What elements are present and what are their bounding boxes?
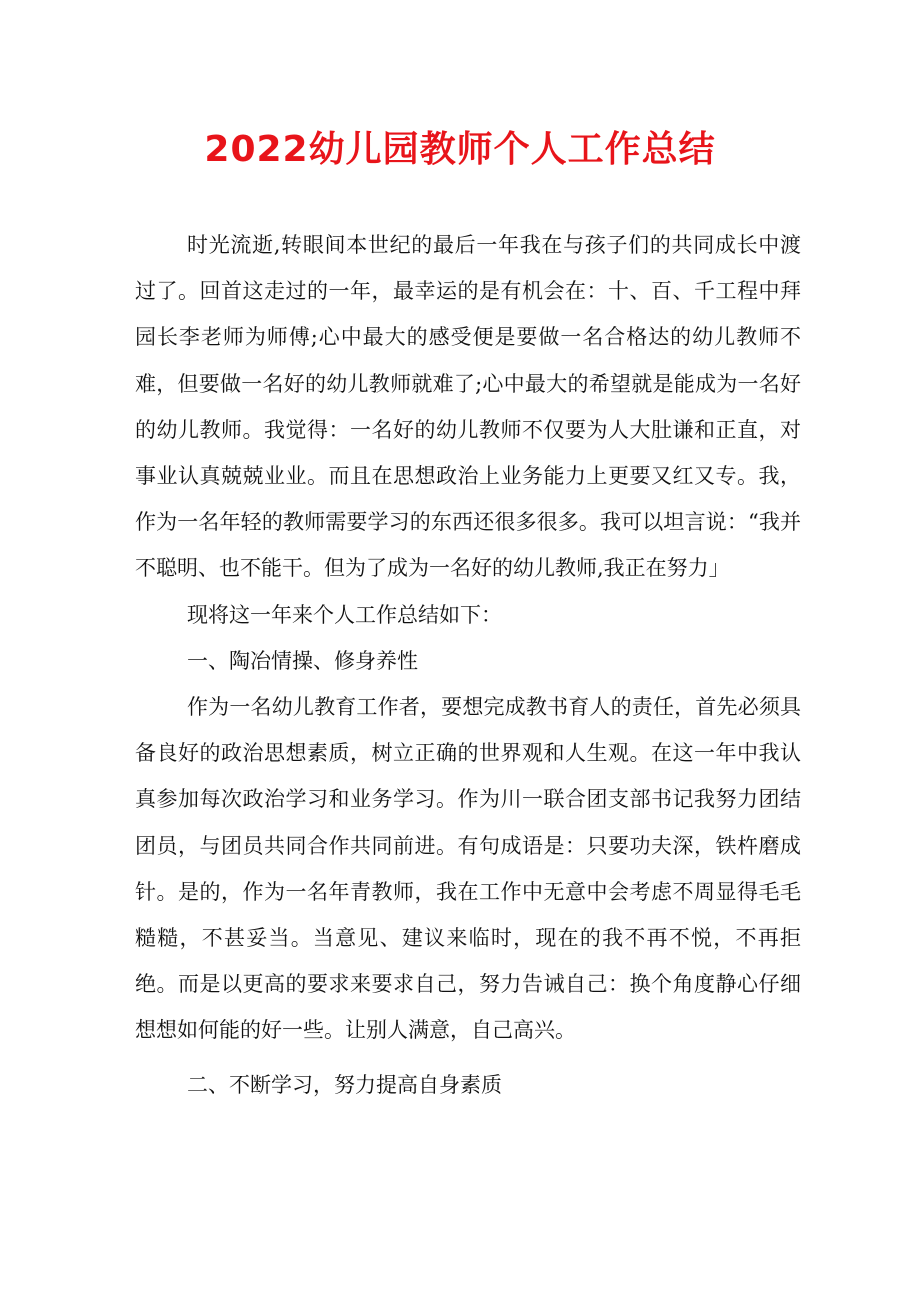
section-heading-1: 一、陶冶情操、修身养性 xyxy=(187,648,418,673)
paragraph-section-1: 作为一名幼儿教育工作者，要想完成教书育人的责任，首先必须具备良好的政治思想素质，树立正确的世界观和人生观。在这一年中我认真参加每次政治学习和业务学习。作为川一联合团支部书记我努力团结团员，与团员共同合作共同前进。有句成语是：只要功夫深，铁杵磨成针。是的，作为一名年青教师，我在工作中无意中会考虑不周显得毛毛糙糙，不甚妥当。当意见、建议来临时，现在的我不再不悦，不再拒绝。而是以更高的要求来要求自己，努力告诫自己：换个角度静心仔细想想如何能的好一些。让别人满意，自己高兴。 xyxy=(135,695,801,1043)
paragraph-summary-lead: 现将这一年来个人工作总结如下： xyxy=(187,602,502,627)
document-title: 2022幼儿园教师个人工作总结 xyxy=(204,129,716,170)
paragraph-intro: 时光流逝,转眼间本世纪的最后一年我在与孩子们的共同成长中渡过了。回首这走过的一年，最幸运的是有机会在：十、百、千工程中拜园长李老师为师傅;心中最大的感受便是要做一名合格达的幼儿教师不难，但要做一名好的幼儿教师就难了;心中最大的希望就是能成为一名好的幼儿教师。我觉得：一名好的幼儿教师不仅要为人大肚谦和正直，对事业认真兢兢业业。而且在思想政治上业务能力上更要又红又专。我，作为一名年轻的教师需要学习的东西还很多很多。我可以坦言说：“我并不聪明、也不能干。但为了成为一名好的幼儿教师,我正在努力」 xyxy=(135,233,801,581)
section-heading-2: 二、不断学习，努力提高自身素质 xyxy=(187,1072,502,1097)
document-body xyxy=(135,222,801,1108)
